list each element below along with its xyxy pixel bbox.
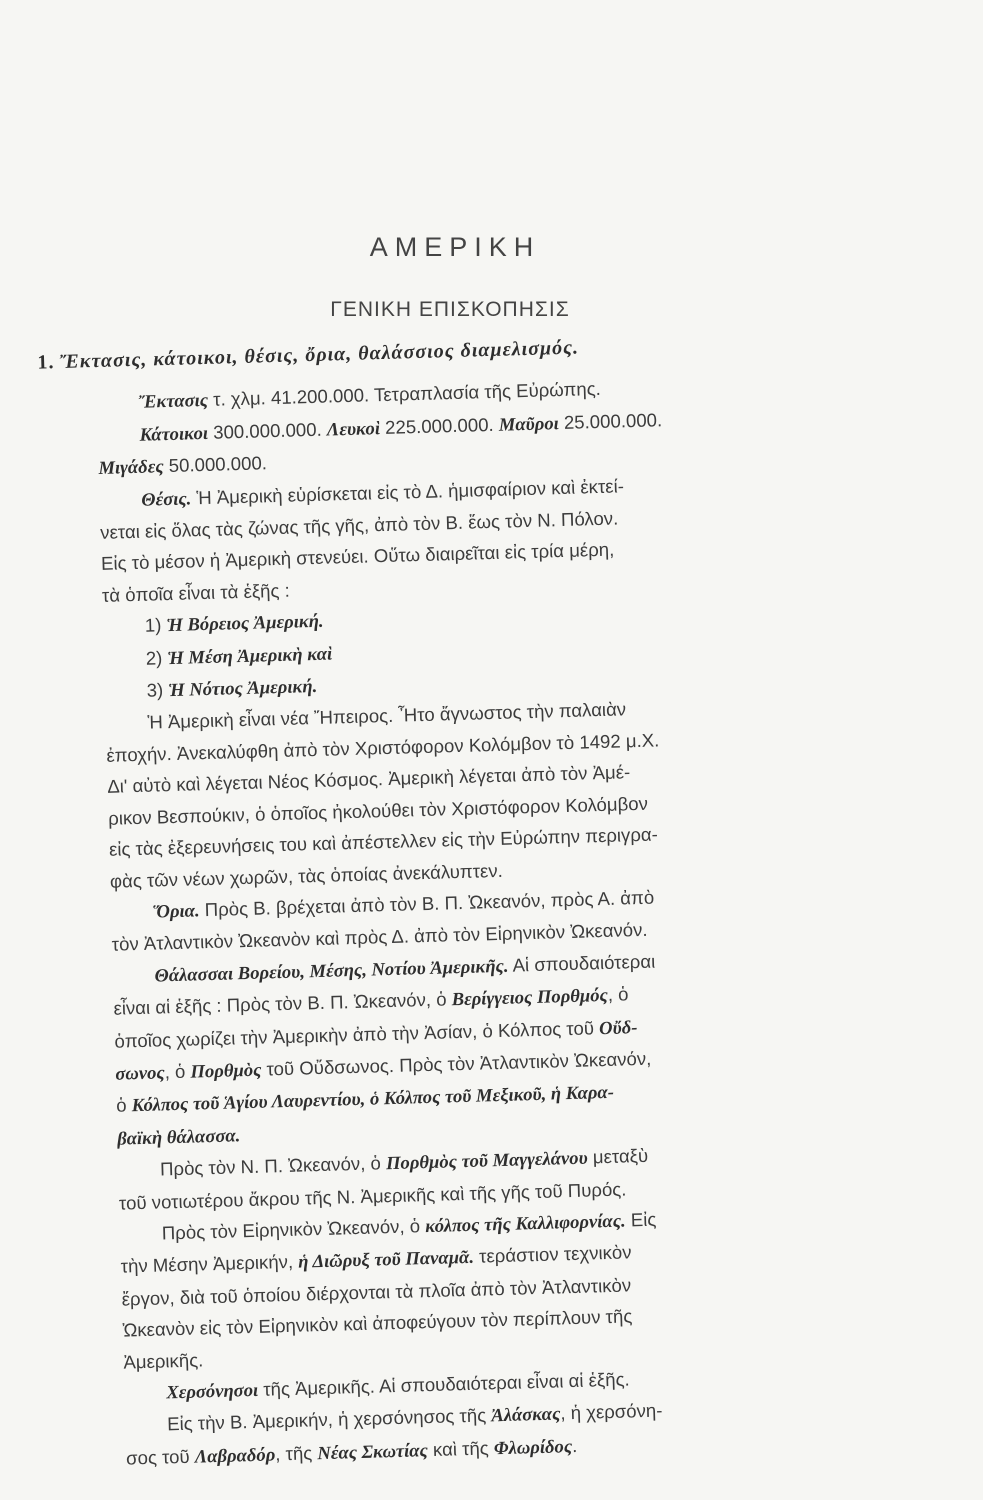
section-number: 1. bbox=[37, 351, 55, 374]
text-line: νεται εἰς ὅλας τὰς ζώνας τῆς γῆς, ἀπὸ τὸν Β. ἕως τὸν Ν. Πόλον. bbox=[99, 507, 619, 543]
term: Κάτοικοι bbox=[139, 422, 209, 446]
list-number: 1) bbox=[144, 614, 167, 636]
term: Ἔκτασις bbox=[138, 390, 209, 414]
list-number: 3) bbox=[146, 679, 169, 701]
text-run: Εἰς bbox=[625, 1208, 657, 1231]
text-run: τοῦ Οὔδσωνος. Πρὸς τὸν Ἀτλαντικὸν Ὠκεανόν, bbox=[261, 1047, 652, 1080]
text-line: Ἀμερικῆς. bbox=[123, 1348, 204, 1373]
text-run: καὶ τῆς bbox=[427, 1437, 495, 1460]
text-run: τεράστιον τεχνικὸν bbox=[473, 1241, 632, 1268]
text-run: 25.000.000. bbox=[558, 409, 663, 433]
list-number: 2) bbox=[145, 646, 168, 669]
term: Λευκοὶ bbox=[326, 417, 381, 441]
list-text: Ἡ Βόρειος Ἀμερική. bbox=[166, 610, 324, 637]
term: βαϊκὴ θάλασσα. bbox=[116, 1125, 241, 1150]
term: κόλπος τῆς Καλλιφορνίας. bbox=[424, 1210, 626, 1238]
text-run: τ. χλμ. 41.200.000. Τετραπλασία τῆς Εὐρώπης. bbox=[207, 378, 602, 411]
text-run: , ὁ bbox=[164, 1060, 191, 1083]
term: Θέσις. bbox=[141, 488, 192, 511]
text-run: τὴν Μέσην Ἀμερικήν, bbox=[120, 1251, 299, 1278]
text-line: τὸν Ἀτλαντικὸν Ὠκεανὸν καὶ πρὸς Δ. ἀπὸ τὸν Εἰρηνικὸν Ὠκεανόν. bbox=[111, 919, 648, 956]
text-run: 225.000.000. bbox=[379, 413, 500, 438]
term: Κόλπος τοῦ Ἁγίου Λαυρεντίου, ὁ Κόλπος τοῦ Μεξικοῦ, ἡ Καρα- bbox=[131, 1082, 615, 1117]
term: Νέας Σκωτίας bbox=[317, 1439, 429, 1465]
text-line: Δι' αὐτὸ καὶ λέγεται Νέος Κόσμος. Ἀμερικὴ λέγεται ἀπὸ τὸν Ἀμέ- bbox=[107, 761, 631, 798]
page-title: ΑΜΕΡΙΚΗ bbox=[369, 232, 541, 262]
term: Ὅρια. bbox=[152, 900, 200, 923]
text-line: ρικον Βεσπούκιν, ὁ ὁποῖος ἠκολούθει τὸν Χριστόφορον Κολόμβον bbox=[107, 792, 649, 829]
term: Πορθμὸς bbox=[190, 1059, 262, 1083]
text-line: τὰ ὁποῖα εἶναι τὰ ἑξῆς : bbox=[101, 579, 291, 606]
term: Οὔδ- bbox=[598, 1016, 638, 1039]
page-subtitle: ΓΕΝΙΚΗ ΕΠΙΣΚΟΠΗΣΙΣ bbox=[330, 298, 570, 321]
text-run: Πρὸς Β. βρέχεται ἀπὸ τὸν Β. Π. Ὠκεανόν, πρὸς Α. ἀπὸ bbox=[199, 886, 655, 921]
text-line: τοῦ νοτιωτέρου ἄκρου τῆς Ν. Ἀμερικῆς καὶ τῆς γῆς τοῦ Πυρός. bbox=[118, 1178, 627, 1214]
text-run: 50.000.000. bbox=[163, 452, 268, 477]
text-run: Πρὸς τὸν Εἰρηνικὸν Ὠκεανόν, ὁ bbox=[161, 1215, 426, 1244]
text-line: Ὠκεανὸν εἰς τὸν Εἰρηνικὸν καὶ ἀποφεύγουν τὸν περίπλουν τῆς bbox=[122, 1305, 633, 1341]
term: Λαβραδόρ bbox=[194, 1444, 276, 1468]
text-line: Εἰς τὸ μέσον ἡ Ἀμερικὴ στενεύει. Οὕτω διαιρεῖται εἰς τρία μέρη, bbox=[100, 539, 615, 575]
term: ἡ Διῶρυξ τοῦ Παναμᾶ. bbox=[297, 1247, 475, 1274]
text-run: . bbox=[571, 1434, 578, 1456]
text-run: ὁ bbox=[115, 1094, 133, 1117]
term: σωνος bbox=[115, 1062, 165, 1085]
text-line: Ἡ Ἀμερικὴ εἶναι νέα Ἤπειρος. Ἦτο ἄγνωστος τὴν παλαιὰν bbox=[147, 698, 627, 734]
list-text: Ἡ Μέση Ἀμερικὴ καὶ bbox=[167, 643, 333, 669]
list-text: Ἡ Νότιος Ἀμερική. bbox=[168, 675, 318, 702]
text-run: 300.000.000. bbox=[207, 418, 328, 443]
text-line: φὰς τῶν νέων χωρῶν, τὰς ὁποίας ἀνεκάλυπτεν. bbox=[109, 859, 504, 892]
body-text bbox=[37, 324, 886, 1475]
term: Ἀλάσκας bbox=[491, 1403, 561, 1427]
text-run: , ὁ bbox=[607, 983, 629, 1006]
text-run: Αἱ σπουδαιότεραι bbox=[508, 950, 656, 976]
term: Πορθμὸς τοῦ Μαγγελάνου bbox=[385, 1147, 588, 1175]
term: Θάλασσαι Βορείου, Μέσης, Νοτίου Ἀμερικῆς. bbox=[154, 955, 509, 987]
term: Μαῦροι bbox=[498, 412, 560, 436]
text-run: Εἰς τὴν Β. Ἀμερικήν, ἡ χερσόνησος τῆς bbox=[166, 1404, 492, 1435]
term: Φλωρίδος bbox=[493, 1435, 573, 1460]
term: Χερσόνησοι bbox=[165, 1379, 259, 1404]
text-run: εἶναι αἱ ἑξῆς : Πρὸς τὸν Β. Π. Ὠκεανόν, ὁ bbox=[113, 988, 452, 1019]
text-line: ἔργον, διὰ τοῦ ὁποίου διέρχονται τὰ πλοῖα ἀπὸ τὸν Ἀτλαντικὸν bbox=[121, 1274, 632, 1310]
text-run: ὁποῖος χωρίζει τὴν Ἀμερικὴν ἀπὸ τὴν Ἀσίαν, ὁ Κόλπος τοῦ bbox=[114, 1016, 600, 1052]
text-line: εἰς τὰς ἐξερευνήσεις του καὶ ἀπέστελλεν εἰς τὴν Εὐρώπην περιγρα- bbox=[108, 823, 659, 860]
term: Βερίγγειος Πορθμός bbox=[451, 985, 609, 1011]
text-line: ἐποχήν. Ἀνεκαλύφθη ἀπὸ τὸν Χριστόφορον Κολόμβον τὸ 1492 μ.Χ. bbox=[106, 729, 660, 766]
text-run: σος τοῦ bbox=[125, 1445, 196, 1469]
text-run: Ἡ Ἀμερικὴ εὑρίσκεται εἰς τὸ Δ. ἡμισφαίριον καὶ ἐκτεί- bbox=[190, 474, 625, 508]
term: Μιγάδες bbox=[98, 456, 164, 480]
section-title: Ἔκτασις, κάτοικοι, θέσις, ὄρια, θαλάσσιος διαμελισμός. bbox=[59, 336, 580, 373]
text-run: , τῆς bbox=[274, 1442, 318, 1465]
text-run: , ἡ χερσόνη- bbox=[560, 1399, 663, 1424]
text-run: μεταξὺ bbox=[587, 1145, 649, 1168]
text-run: τῆς Ἀμερικῆς. Αἱ σπουδαιότεραι εἶναι αἱ ἑξῆς. bbox=[257, 1368, 630, 1400]
text-run: Πρὸς τὸν Ν. Π. Ὠκεανόν, ὁ bbox=[159, 1152, 387, 1180]
